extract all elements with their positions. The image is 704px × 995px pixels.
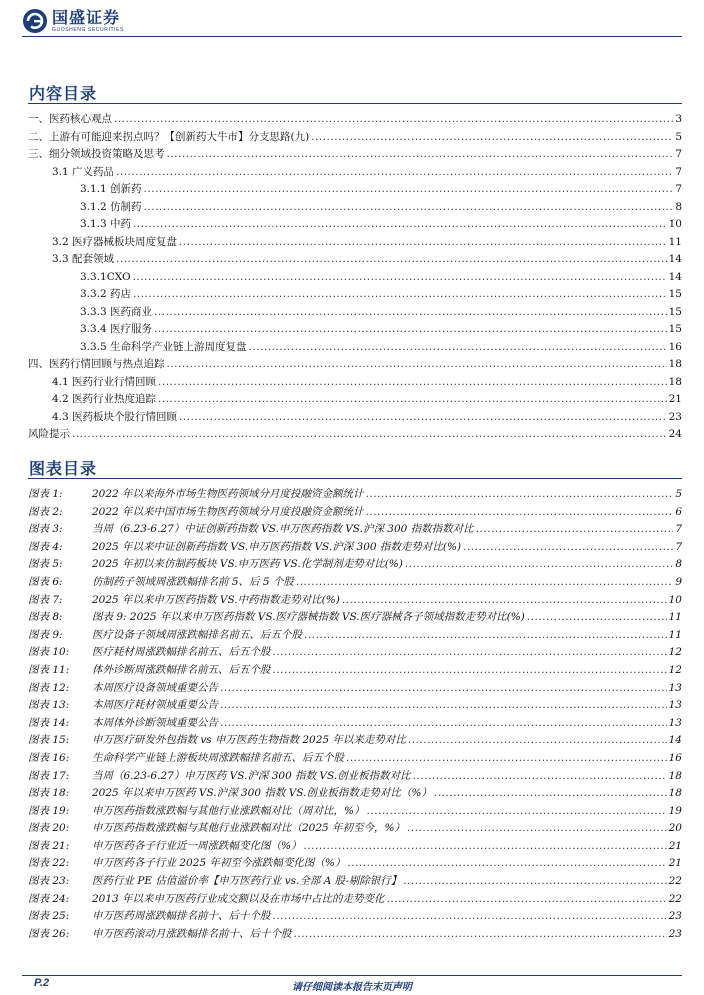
toc-entry[interactable] <box>28 391 682 409</box>
toc-entry-page: 18 <box>668 375 682 388</box>
dot-leader <box>463 539 673 557</box>
brand-name-cn: 国盛证券 <box>52 8 121 27</box>
dot-leader <box>179 409 667 427</box>
toc-entry-page: 23 <box>668 410 682 423</box>
dot-leader <box>273 662 667 680</box>
figure-entry[interactable] <box>28 556 682 574</box>
dot-leader <box>154 304 667 322</box>
figure-entry-number: 图表 10: <box>28 646 70 659</box>
figure-entry-page: 13 <box>668 716 682 729</box>
figure-entry-number: 图表 12: <box>28 681 70 694</box>
figures-list <box>28 486 682 943</box>
toc-entry-label: 3.3.4 医疗服务 <box>80 323 153 335</box>
dot-leader <box>144 181 674 199</box>
figure-entry-page: 11 <box>668 611 682 624</box>
figure-entry[interactable] <box>28 873 682 891</box>
figure-entry-number: 图表 20: <box>28 822 70 835</box>
figure-entry-label: 当周（6.23-6.27）中证创新药指数 VS.申万医药指数 VS.沪深 300 指数指数对比 <box>92 523 474 536</box>
figure-entry-number: 图表 8: <box>28 611 63 624</box>
figure-entry-number: 图表 9: <box>28 628 63 641</box>
figure-entry[interactable] <box>28 855 682 873</box>
figure-entry-label: 2025 年以来申万医药 VS.沪深 300 指数 VS.创业板指数走势对比（%） <box>92 787 432 800</box>
figure-entry-page: 18 <box>668 769 682 782</box>
figure-entry-label: 本周体外诊断领域重要公告 <box>92 716 218 729</box>
figure-entry-number: 图表 23: <box>28 875 70 888</box>
toc-entry-page: 5 <box>675 130 682 143</box>
figure-entry-number: 图表 21: <box>28 839 70 852</box>
figure-entry-number: 图表 13: <box>28 699 70 712</box>
dot-leader <box>413 768 667 786</box>
figure-entry-label: 本周医疗设备领域重要公告 <box>92 681 218 694</box>
toc-title-divider <box>28 103 682 104</box>
figure-entry[interactable] <box>28 785 682 803</box>
figure-entry-number: 图表 5: <box>28 558 63 571</box>
dot-leader <box>158 391 667 409</box>
dot-leader <box>303 838 666 856</box>
figures-title: 图表目录 <box>29 459 98 478</box>
brand-logo <box>22 8 124 34</box>
figure-entry-page: 7 <box>675 523 682 536</box>
toc-entry-label: 三、细分领域投资策略及思考 <box>28 148 165 160</box>
footer-divider <box>22 975 682 976</box>
figure-entry-label: 2025 年以来申万医药指数 VS.中药指数走势对比(%) <box>92 593 340 606</box>
toc-entry-page: 21 <box>668 393 682 405</box>
figure-entry-page: 20 <box>668 822 682 835</box>
dot-leader <box>273 644 667 662</box>
toc-entry-label: 3.3.2 药店 <box>80 288 132 300</box>
dot-leader <box>527 609 667 627</box>
toc-entry-label: 3.3.1CXO <box>80 270 131 283</box>
page-header <box>22 6 682 38</box>
figure-entry-number: 图表 14: <box>28 716 70 729</box>
dot-leader <box>220 680 667 698</box>
figure-entry-page: 9 <box>675 575 682 588</box>
toc-entry-page: 15 <box>668 323 682 335</box>
toc-entry[interactable] <box>28 216 682 234</box>
dot-leader <box>366 803 666 821</box>
dot-leader <box>167 356 667 374</box>
toc-entry-label: 4.2 医药行业热度追踪 <box>52 393 157 405</box>
dot-leader <box>403 873 666 891</box>
figure-entry-page: 10 <box>668 593 682 606</box>
toc-entry[interactable] <box>28 339 682 357</box>
dot-leader <box>133 269 667 287</box>
figure-entry-label: 2013 年以来申万医药行业成交额以及在市场中占比的走势变化 <box>92 892 385 905</box>
figure-entry-label: 本周医疗耗材领域重要公告 <box>92 699 218 712</box>
toc-entry[interactable] <box>28 234 682 252</box>
figure-entry[interactable] <box>28 486 682 504</box>
dot-leader <box>304 627 667 645</box>
toc-entry[interactable] <box>28 356 682 374</box>
figure-entry-label: 2022 年以来中国市场生物医药领域分月度投融资金额统计 <box>92 505 364 518</box>
figure-entry-page: 23 <box>668 927 682 940</box>
figures-title-divider <box>28 478 682 479</box>
brand-name-en: GUOSHENG SECURITIES <box>52 27 124 33</box>
figure-entry-label: 体外诊断周涨跌幅排名前五、后五个股 <box>92 663 271 676</box>
dot-leader <box>144 199 674 217</box>
figure-entry-page: 23 <box>668 910 682 923</box>
figure-entry-number: 图表 4: <box>28 540 63 553</box>
toc-entry-label: 3.1.3 中药 <box>80 218 132 230</box>
toc-entry[interactable] <box>28 374 682 392</box>
figure-entry-page: 21 <box>668 839 682 852</box>
dot-leader <box>133 216 667 234</box>
toc-entry-page: 15 <box>668 288 682 300</box>
toc-entry[interactable] <box>28 269 682 287</box>
dot-leader <box>179 234 667 252</box>
toc-entry-label: 4.1 医药行业行情回顾 <box>52 375 157 388</box>
figure-entry-page: 5 <box>675 488 682 500</box>
dot-leader <box>405 556 673 574</box>
toc-entry-label: 3.1 广义药品 <box>52 165 115 178</box>
figure-entry[interactable] <box>28 891 682 909</box>
dot-leader <box>407 820 667 838</box>
toc-entry[interactable] <box>28 164 682 182</box>
figure-entry-label: 申万医药滚动月涨跌幅排名前十、后十个股 <box>92 927 292 940</box>
toc-entry-page: 8 <box>675 200 682 213</box>
toc-entry-label: 二、上游有可能迎来拐点吗？【创新药大牛市】分支思路(九) <box>28 130 310 143</box>
figure-entry-label: 2022 年以来海外市场生物医药领域分月度投融资金额统计 <box>92 488 364 500</box>
dot-leader <box>366 504 674 522</box>
toc-entry-page: 14 <box>668 270 682 283</box>
toc-entry-page: 16 <box>668 340 682 353</box>
figure-entry[interactable] <box>28 820 682 838</box>
dot-leader <box>347 855 666 873</box>
figure-entry-page: 8 <box>675 558 682 571</box>
figure-entry-page: 22 <box>668 892 682 905</box>
toc-entry-page: 7 <box>675 148 682 160</box>
dot-leader <box>294 926 667 944</box>
toc-entry-label: 3.3.3 医药商业 <box>80 305 153 318</box>
dot-leader <box>167 146 674 164</box>
toc-entry-label: 3.2 医疗器械板块周度复盘 <box>52 235 178 248</box>
dot-leader <box>158 374 667 392</box>
figure-entry-page: 12 <box>668 663 682 676</box>
figure-entry-page: 6 <box>675 505 682 518</box>
figure-entry[interactable] <box>28 521 682 539</box>
figure-entry-label: 申万医药指数涨跌幅与其他行业涨跌幅对比（周对比，%） <box>92 804 365 817</box>
toc-entry-page: 10 <box>668 218 682 230</box>
figure-entry-label: 图表 9: 2025 年以来申万医药指数 VS.医疗器械指数 VS.医疗器械各子领域指数走势对比(%) <box>92 611 525 624</box>
figure-entry[interactable] <box>28 609 682 627</box>
dot-leader <box>387 891 667 909</box>
toc-entry[interactable] <box>28 251 682 269</box>
figure-entry-page: 18 <box>668 787 682 800</box>
figure-entry-number: 图表 17: <box>28 769 70 782</box>
figure-entry-label: 仿制药子领域周涨跌幅排名前 5、后 5 个股 <box>92 575 294 588</box>
toc-entry[interactable] <box>28 304 682 322</box>
toc-entry[interactable] <box>28 129 682 147</box>
dot-leader <box>249 339 667 357</box>
toc-entry-label: 3.3.5 生命科学产业链上游周度复盘 <box>80 340 247 353</box>
figure-entry-label: 申万医药各子行业近一周涨跌幅变化图（%） <box>92 839 302 852</box>
figure-entry-number: 图表 22: <box>28 857 70 870</box>
figure-entry[interactable] <box>28 926 682 944</box>
page-number: P.2 <box>34 977 50 989</box>
figure-entry[interactable] <box>28 662 682 680</box>
figure-entry-number: 图表 7: <box>28 593 63 606</box>
figure-entry-label: 医疗设备子领域周涨跌幅排名前五、后五个股 <box>92 628 302 641</box>
figure-entry[interactable] <box>28 803 682 821</box>
figure-entry-page: 21 <box>668 857 682 870</box>
toc-entry-label: 4.3 医药板块个股行情回顾 <box>52 410 178 423</box>
figure-entry[interactable] <box>28 908 682 926</box>
figure-entry-label: 当周（6.23-6.27）申万医药 VS.沪深 300 指数 VS.创业板指数对比 <box>92 769 411 782</box>
figure-entry[interactable] <box>28 732 682 750</box>
toc-title: 内容目录 <box>29 84 98 103</box>
toc-entry[interactable] <box>28 321 682 339</box>
figure-entry[interactable] <box>28 539 682 557</box>
toc-entry-page: 18 <box>668 358 682 370</box>
figure-entry-number: 图表 11: <box>28 663 70 676</box>
toc-entry[interactable] <box>28 199 682 217</box>
toc-entry-page: 14 <box>668 253 682 265</box>
figure-entry[interactable] <box>28 627 682 645</box>
figure-entry[interactable] <box>28 838 682 856</box>
figure-entry[interactable] <box>28 768 682 786</box>
figure-entry-label: 申万医药指数涨跌幅与其他行业涨跌幅对比（2025 年初至今，%） <box>92 822 406 835</box>
dot-leader <box>296 574 673 592</box>
dot-leader <box>154 321 667 339</box>
figure-entry-number: 图表 24: <box>28 892 70 905</box>
dot-leader <box>133 286 667 304</box>
figure-entry-number: 图表 18: <box>28 787 70 800</box>
dot-leader <box>220 715 667 733</box>
dot-leader <box>116 251 667 269</box>
toc-entry-page: 11 <box>668 235 682 248</box>
dot-leader <box>434 785 667 803</box>
dot-leader <box>346 750 667 768</box>
figure-entry-number: 图表 19: <box>28 804 70 817</box>
dot-leader <box>311 129 673 147</box>
figure-entry[interactable] <box>28 715 682 733</box>
figure-entry-page: 19 <box>668 804 682 817</box>
figure-entry-page: 7 <box>675 540 682 553</box>
figure-entry-number: 图表 1: <box>28 488 63 500</box>
figure-entry-label: 申万医药周涨跌幅排名前十、后十个股 <box>92 910 271 923</box>
dot-leader <box>408 732 667 750</box>
dot-leader <box>72 426 667 444</box>
toc-entry-page: 15 <box>668 305 682 318</box>
figure-entry-label: 2025 年以来中证创新药指数 VS.申万医药指数 VS.沪深 300 指数走势对比(%) <box>92 540 462 553</box>
toc-entry-label: 3.1.1 创新药 <box>80 183 142 195</box>
guosheng-logo-icon <box>22 8 48 34</box>
dot-leader <box>114 111 673 129</box>
toc-entry[interactable] <box>28 111 682 129</box>
figure-entry-label: 申万医疗研发外包指数 vs 申万医药生物指数 2025 年以来走势对比 <box>92 734 406 747</box>
figure-entry[interactable] <box>28 697 682 715</box>
footer-disclaimer: 请仔细阅读本报告末页声明 <box>292 982 412 993</box>
toc-entry-page: 3 <box>675 113 682 125</box>
figure-entry[interactable] <box>28 504 682 522</box>
figure-entry-number: 图表 3: <box>28 523 63 536</box>
figure-entry[interactable] <box>28 644 682 662</box>
figure-entry-page: 14 <box>668 734 682 747</box>
figure-entry-label: 2025 年初以来仿制药板块 VS.申万医药 VS.化学制剂走势对比(%) <box>92 558 403 571</box>
toc-entry-page: 24 <box>668 428 682 440</box>
figure-entry-number: 图表 6: <box>28 575 63 588</box>
figure-entry-page: 13 <box>668 699 682 712</box>
toc-entry-page: 7 <box>675 165 682 178</box>
figure-entry-number: 图表 26: <box>28 927 70 940</box>
dot-leader <box>116 164 673 182</box>
dot-leader <box>220 697 667 715</box>
figure-entry[interactable] <box>28 592 682 610</box>
toc-entry[interactable] <box>28 146 682 164</box>
figure-entry[interactable] <box>28 750 682 768</box>
figure-entry-label: 医药行业 PE 估值溢价率【申万医药行业 vs.全部 A 股-剔除银行】 <box>92 875 402 888</box>
header-divider <box>22 36 682 37</box>
figure-entry-number: 图表 16: <box>28 751 70 764</box>
figure-entry-number: 图表 2: <box>28 505 63 518</box>
figure-entry[interactable] <box>28 680 682 698</box>
toc-entry[interactable] <box>28 409 682 427</box>
toc-entry[interactable] <box>28 426 682 444</box>
toc-entry[interactable] <box>28 181 682 199</box>
figure-entry-page: 16 <box>668 751 682 764</box>
toc-entry-label: 一、医药核心观点 <box>28 113 112 125</box>
figure-entry-label: 医疗耗材周涨跌幅排名前五、后五个股 <box>92 646 271 659</box>
figure-entry-number: 图表 15: <box>28 734 70 747</box>
figure-entry[interactable] <box>28 574 682 592</box>
figure-entry-page: 13 <box>668 681 682 694</box>
toc-entry-label: 3.1.2 仿制药 <box>80 200 142 213</box>
toc-entry-label: 风险提示 <box>28 428 70 440</box>
toc-entry-label: 3.3 配套领域 <box>52 253 115 265</box>
dot-leader <box>342 592 667 610</box>
figure-entry-page: 12 <box>668 646 682 659</box>
figure-entry-page: 11 <box>668 628 682 641</box>
dot-leader <box>366 486 674 504</box>
toc-list <box>28 111 682 444</box>
figure-entry-label: 生命科学产业链上游板块周涨跌幅排名前五、后五个股 <box>92 751 344 764</box>
figure-entry-number: 图表 25: <box>28 910 70 923</box>
toc-entry-page: 7 <box>675 183 682 195</box>
toc-entry[interactable] <box>28 286 682 304</box>
dot-leader <box>273 908 667 926</box>
dot-leader <box>476 521 674 539</box>
figure-entry-page: 22 <box>668 875 682 888</box>
figure-entry-label: 申万医药各子行业 2025 年初至今涨跌幅变化图（%） <box>92 857 346 870</box>
toc-entry-label: 四、医药行情回顾与热点追踪 <box>28 358 165 370</box>
